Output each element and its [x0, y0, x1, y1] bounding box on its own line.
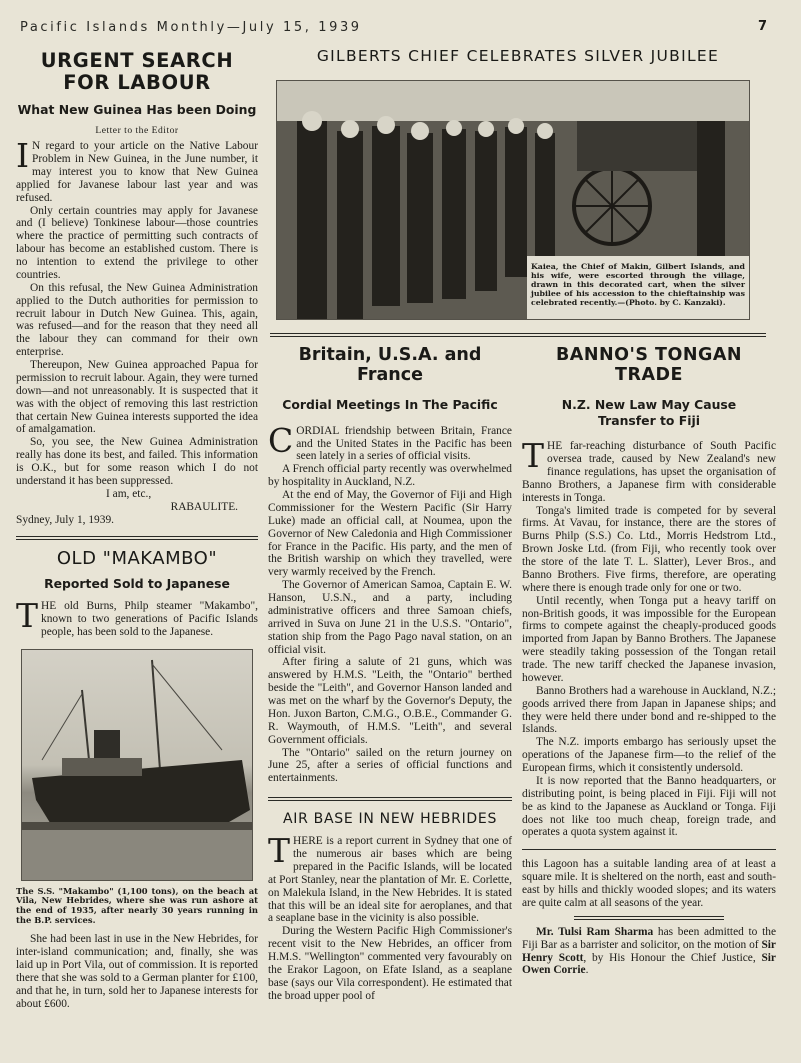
makambo-dropcap: T [16, 595, 39, 635]
britain-paragraph-5: After firing a salute of 21 guns, which was answered by H.M.S. "Leith, the "Ontario" berthed beside the "Leith", and Governor Hanson landed and was met on the wharf by the Governor's Deputy, the Hon. Juxon Barton, C.M.G., O.B.E., Commander G. R. Waymouth, of H.M.S. "Leith", and several Government officials. [268, 656, 512, 746]
labour-signature: RABAULITE. [170, 500, 238, 513]
tongan-headline: BANNO'S TONGAN TRADE [555, 345, 743, 385]
labour-dropcap: I [16, 136, 30, 176]
britain-paragraph-6: The "Ontario" sailed on the return journey on June 25, after a series of official functions and entertainments. [268, 746, 512, 785]
tongan-paragraph-4: Banno Brothers had a warehouse in Auckland, N.Z.; goods arrived there from Japan in Japanese ships; and they were held there under bond and re-shipped to the Islands. [522, 684, 776, 736]
britain-paragraph-1: CORDIAL friendship between Britain, France and the United States in the Pacific has been seen lately in a series of official visits. [268, 420, 512, 463]
britain-headline: Britain, U.S.A. and France [298, 345, 482, 385]
tongan-paragraph-1: THE far-reaching disturbance of South Pacific oversea trade, caused by New Zealand's new finance regulations, has upset the organisation of Banno Brothers, a Japanese firm with considerable interests in Tonga. [522, 436, 776, 504]
ship-silhouette-icon [22, 650, 253, 881]
britain-paragraph-3: At the end of May, the Governor of Fiji and High Commissioner for the Western Pacific (Sir Harry Luke) made an official call, at Noumea, upon the Governor of New Caledonia and High Commissioner for France in the Pacific. His party, and the men of the British warship on which they travelled, were very warmly received by the French. [268, 489, 512, 579]
divider [574, 916, 724, 920]
makambo-paragraph-1: THE old Burns, Philp steamer "Makambo", known to two generations of Pacific Islands people, has been sold to the Japanese. [16, 595, 258, 638]
makambo-paragraph-2: She had been last in use in the New Hebrides, for inter-island communication; and, finally, she was laid up in Port Vila, out of commission. It is reported there that she was sold to a German planter for £100, and that he, in turn, sold her to Japanese interests for about £600. [16, 933, 258, 1010]
sharma-notice: Mr. Tulsi Ram Sharma has been admitted to the Fiji Bar as a barrister and solicitor, on the motion of Sir Henry Scott, by His Honour the Chief Justice, Sir Owen Corrie. [522, 925, 776, 977]
page-number: 7 [757, 19, 767, 34]
labour-dateline: Sydney, July 1, 1939. [16, 513, 114, 526]
airbase-paragraph-2: During the Western Pacific High Commissioner's recent visit to the New Hebrides, an officer from H.M.S. "Wellington" commented very favourably on the Erakor Lagoon, on Efate Island, as a seaplane base (says our Vila correspondent). He estimated that the broad upper pool of [268, 925, 512, 1002]
divider [268, 797, 512, 801]
gilberts-caption: Kaiea, the Chief of Makin, Gilbert Islands, and his wife, were escorted through the village, drawn in this decorated cart, when the silver jubilee of his accession to the chieftainship was celebrated recently.—(Photo. by C. Kanzaki). [531, 262, 745, 307]
labour-paragraph-2: Only certain countries may apply for Javanese and (I believe) Tonkinese labour—those countries where the practice of permitting such contracts of labour has become an established custom. There is no intention to extend the privilege to other countries. [16, 204, 258, 281]
divider [522, 849, 776, 850]
tongan-paragraph-3: Until recently, when Tonga put a heavy tariff on non-British goods, it was impossible for the European firms to compete against the cheaply-produced goods imported from Japan by Banno Brothers. The Japanese were steadily taking possession of the Tongan retail trade. The new tariff checked the Japanese invasion, however. [522, 594, 776, 684]
divider [16, 536, 258, 540]
column-left [16, 50, 258, 1010]
airbase-paragraph-3: this Lagoon has a suitable landing area of at least a square mile. It is sheltered on the north, east and south-east by hills and thickly wooded slopes; and its waters are quite calm at all seasons of the year. [522, 858, 776, 909]
britain-paragraph-4: The Governor of American Samoa, Captain E. W. Hanson, U.S.N., and a party, including administrative officers and three Samoan chiefs, arrived in Suva on June 21 in the U.S.S. "Ontario", station ship from the Pago Pago naval station, on an official visit. [268, 579, 512, 656]
labour-signoff: I am, etc., [106, 487, 152, 500]
britain-subhead: Cordial Meetings In The Pacific [282, 397, 498, 413]
column-right [522, 346, 776, 977]
labour-paragraph-3: On this refusal, the New Guinea Administration applied to the Dutch authorities for permission to recruit labour in Dutch New Guinea. This, again, was refused—and for the reason that they need all the labour they can command for their own enterprise. [16, 281, 258, 359]
divider [270, 333, 766, 337]
gilberts-headline: GILBERTS CHIEF CELEBRATES SILVER JUBILEE [316, 47, 720, 65]
airbase-paragraph-1: THERE is a report current in Sydney that one of the numerous air bases which are being prepared in the Pacific Islands, will be located at Port Stanley, near the plantation of Mr. E. Corlette, on Malekula Island, in the New Hebrides. It is stated that this will be an ideal site for aeroplanes, and that a seaplane base in the vicinity is also possible. [268, 831, 512, 925]
airbase-headline: AIR BASE IN NEW HEBRIDES [282, 811, 498, 828]
tongan-subhead: N.Z. New Law May Cause Transfer to Fiji [561, 397, 737, 428]
tongan-paragraph-5: The N.Z. imports embargo has seriously upset the operations of the Japanese firm—to the relief of the European firms, which it consistently undersold. [522, 736, 776, 775]
gilberts-jubilee-photo [276, 80, 750, 320]
tongan-dropcap: T [522, 436, 545, 476]
labour-headline: URGENT SEARCH FOR LABOUR [40, 49, 234, 94]
labour-byline: Letter to the Editor [95, 125, 179, 137]
column-middle [268, 346, 512, 1003]
labour-paragraph-5: So, you see, the New Guinea Administration really has done its best, and failed. This information is O.K., but for some reason which I do not understand it has been suppressed. [16, 436, 258, 487]
britain-dropcap: C [268, 420, 294, 460]
labour-paragraph-1: I N regard to your article on the Native Labour Problem in New Guinea, in the June number, it may interest you to know that New Guinea applied for Javanese labour last year and was refused. [16, 136, 258, 204]
tongan-paragraph-6: It is now reported that the Banno headquarters, or distributing point, is being placed in Fiji. Fiji will not be as kind to the Japanese as Auckland or Tonga. Fiji does not like too much cheap, foreign trade, and operates a quota system against it. [522, 774, 776, 839]
makambo-caption: The S.S. "Makambo" (1,100 tons), on the beach at Vila, New Hebrides, where she was run ashore at the end of 1935, after nearly 30 years running in the B.P. services. [16, 885, 258, 925]
labour-paragraph-4: Thereupon, New Guinea approached Papua for permission to recruit labour. Again, they were turned down—and not unreasonably. It is suspected that it was with the object of removing this last restriction that certain New Guinea interests supported the idea of amalgamation. [16, 359, 258, 436]
running-header: Pacific Islands Monthly—July 15, 1939 [20, 20, 362, 35]
makambo-ship-photo [21, 649, 253, 881]
britain-paragraph-2: A French official party recently was overwhelmed by hospitality in Auckland, N.Z. [268, 463, 512, 489]
labour-subhead: What New Guinea Has been Doing [17, 101, 257, 117]
airbase-dropcap: T [268, 831, 291, 871]
makambo-headline: OLD "MAKAMBO" [56, 548, 218, 570]
makambo-subhead: Reported Sold to Japanese [44, 576, 230, 592]
tongan-paragraph-2: Tonga's limited trade is competed for by several firms. At Vavau, for instance, there are the stores of Burns Philp (S.S.) Co. Ltd., Morris Hedstrom Ltd., Brown Joske Ltd. (from Fiji, who recently took over the store of the late T. L. Slatter), Lever Bros., and Banno Brothers. Five firms, therefore, are operating where there is enough trade only for one or two. [522, 504, 776, 594]
